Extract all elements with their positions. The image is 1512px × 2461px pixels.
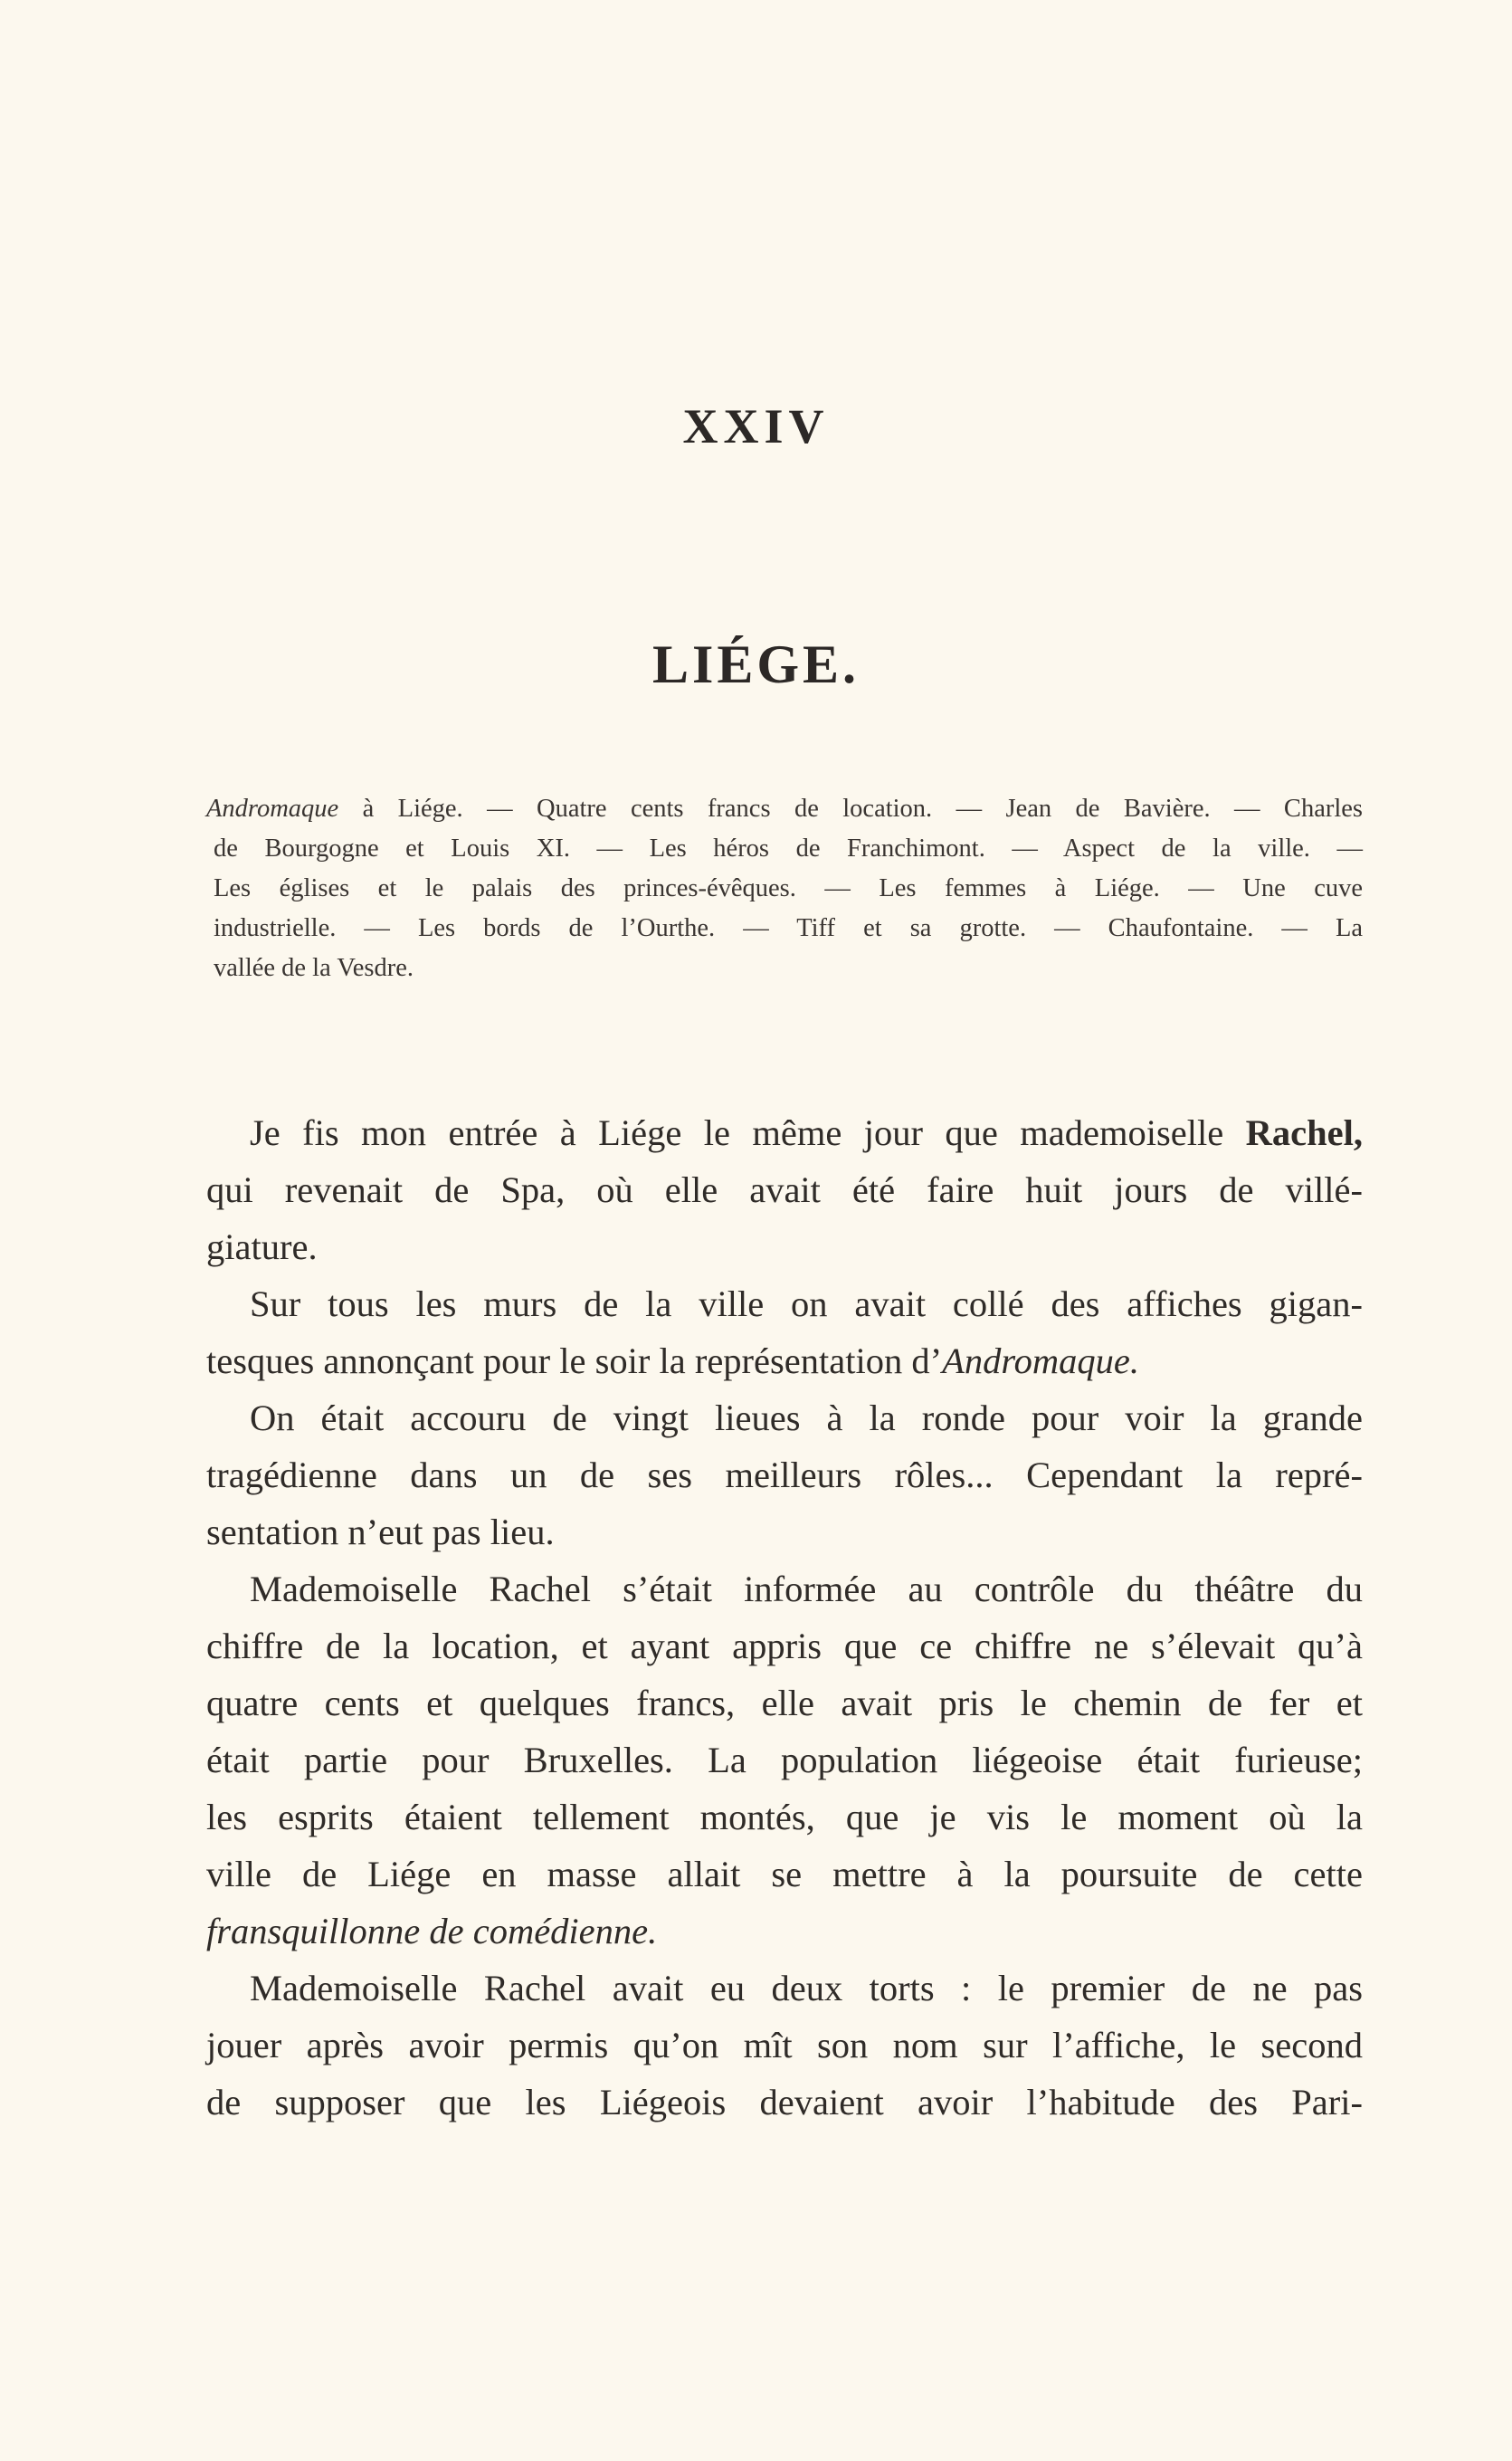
body-text <box>206 1104 1363 2131</box>
paragraph <box>206 1104 1363 1275</box>
chapter-summary <box>206 789 1363 988</box>
text-line: jouer après avoir permis qu’on mît son nom sur l’affiche, le second <box>206 2025 1363 2065</box>
text-line: tragédienne dans un de ses meilleurs rôles... Cependant la repré- <box>206 1455 1363 1495</box>
text-line: les esprits étaient tellement montés, que je vis le moment où la <box>206 1797 1363 1837</box>
text-line: On était accouru de vingt lieues à la ronde pour voir la grande <box>250 1397 1363 1438</box>
summary-line: industrielle. — Les bords de l’Ourthe. — Tiff et sa grotte. — Chaufontaine. — La <box>214 914 1363 942</box>
text-segment: Rachel, <box>1245 1112 1363 1153</box>
paragraph <box>206 1389 1363 1560</box>
text-line: quatre cents et quelques francs, elle avait pris le chemin de fer et <box>206 1683 1363 1723</box>
text-line: de supposer que les Liégeois devaient avoir l’habitude des Pari- <box>206 2082 1363 2122</box>
text-line: Mademoiselle Rachel s’était informée au contrôle du théâtre du <box>250 1569 1363 1609</box>
text-line: qui revenait de Spa, où elle avait été faire huit jours de villé- <box>206 1169 1363 1210</box>
text-line: chiffre de la location, et ayant appris que ce chiffre ne s’élevait qu’à <box>206 1626 1363 1666</box>
text-segment: tesques annonçant pour le soir la représentation d’ <box>206 1340 943 1381</box>
summary-text: à Liége. — Quatre cents francs de location. — Jean de Bavière. — Charles <box>338 795 1363 823</box>
text-segment: Je fis mon entrée à Liége le même jour que mademoiselle <box>250 1112 1246 1153</box>
text-line <box>206 1104 1363 1161</box>
summary-italic-title: Andromaque <box>206 795 339 823</box>
text-line: giature. <box>206 1226 318 1267</box>
text-line: fransquillonne de comédienne. <box>206 1911 658 1951</box>
chapter-number: XXIV <box>682 399 830 453</box>
summary-line <box>206 789 1363 829</box>
chapter-title: LIÉGE. <box>651 634 861 694</box>
paragraph <box>206 1275 1363 1389</box>
summary-line: Les églises et le palais des princes-évêques. — Les femmes à Liége. — Une cuve <box>214 874 1363 902</box>
summary-line: de Bourgogne et Louis XI. — Les héros de Franchimont. — Aspect de la ville. — <box>214 835 1363 863</box>
summary-line: vallée de la Vesdre. <box>214 954 414 982</box>
paragraph <box>206 1560 1363 1960</box>
text-segment: Andromaque. <box>942 1340 1139 1381</box>
text-line: Sur tous les murs de la ville on avait collé des affiches gigan- <box>250 1283 1363 1324</box>
text-line: sentation n’eut pas lieu. <box>206 1512 555 1552</box>
text-line: était partie pour Bruxelles. La population liégeoise était furieuse; <box>206 1740 1363 1780</box>
paragraph <box>206 1960 1363 2131</box>
text-line <box>206 1332 1363 1389</box>
text-line: Mademoiselle Rachel avait eu deux torts : le premier de ne pas <box>250 1968 1363 2008</box>
text-line: ville de Liége en masse allait se mettre à la poursuite de cette <box>206 1854 1363 1894</box>
